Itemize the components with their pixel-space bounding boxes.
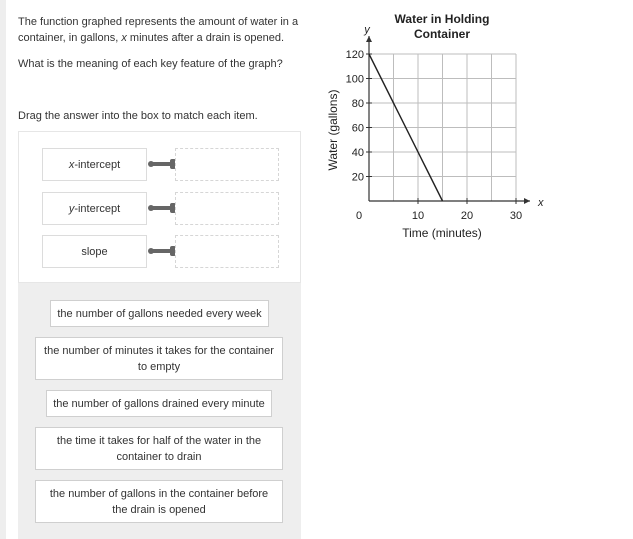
term-label: -intercept — [74, 158, 121, 171]
prompt-line-2-var: x — [121, 32, 127, 44]
connector-icon — [148, 203, 176, 213]
term-x-intercept — [42, 148, 147, 181]
term-var: x — [68, 158, 75, 171]
y-axis-var: y — [364, 24, 370, 36]
match-panel — [18, 131, 301, 283]
y-axis-arrow-icon — [366, 36, 372, 42]
connector-icon — [148, 159, 176, 169]
drop-target-slope[interactable] — [175, 235, 279, 268]
left-edge-strip — [0, 0, 6, 539]
answer-bank — [18, 283, 301, 539]
chart-title-line-2: Container — [413, 27, 471, 41]
water-graph — [320, 0, 633, 260]
answer-chip-initial-gallons[interactable]: the number of gallons in the container before the drain is opened — [35, 480, 283, 523]
x-tick-label: 10 — [411, 210, 425, 222]
x-axis-arrow-icon — [524, 198, 530, 204]
prompt-line-2-post: minutes after a drain is opened. — [126, 32, 285, 44]
term-slope — [42, 235, 147, 268]
answer-chip-gallons-per-week[interactable]: the number of gallons needed every week — [50, 300, 269, 327]
chart-ticks — [346, 49, 522, 222]
problem-statement — [18, 14, 318, 46]
x-tick-label: 30 — [509, 210, 523, 222]
prompt-line-1: The function graphed represents the amount of water in a — [18, 16, 299, 28]
y-tick-label: 20 — [351, 171, 364, 184]
prompt-line-2 — [18, 30, 318, 46]
instruction-text: Drag the answer into the box to match each item. — [18, 110, 258, 122]
chart-axes — [366, 36, 530, 204]
chart-svg — [320, 0, 633, 260]
answer-chip-minutes-to-empty[interactable]: the number of minutes it takes for the container to empty — [35, 337, 283, 380]
origin-label: 0 — [355, 210, 363, 222]
chart-title-line-1: Water in Holding — [394, 12, 490, 26]
answer-chip-half-drain-time[interactable]: the time it takes for half of the water in the container to drain — [35, 427, 283, 470]
drop-target-y-intercept[interactable] — [175, 192, 279, 225]
y-tick-label: 80 — [351, 98, 364, 110]
x-tick-label: 20 — [460, 210, 474, 222]
prompt-line-2-pre: container, in gallons, — [18, 32, 122, 44]
y-axis-label: Water (gallons) — [326, 89, 340, 171]
y-tick-label: 60 — [351, 122, 364, 135]
term-label: -intercept — [74, 202, 121, 215]
y-tick-label: 40 — [351, 147, 364, 159]
term-y-intercept — [42, 192, 147, 225]
question-text: What is the meaning of each key feature of the graph? — [18, 58, 283, 70]
term-label: slope — [81, 245, 108, 258]
answer-chip-gallons-per-minute[interactable]: the number of gallons drained every minute — [46, 390, 272, 417]
connector-icon — [148, 246, 176, 256]
drop-target-x-intercept[interactable] — [175, 148, 279, 181]
x-axis-var: x — [538, 197, 544, 209]
y-tick-label: 120 — [345, 49, 364, 61]
term-var: y — [68, 202, 75, 215]
y-tick-label: 100 — [345, 73, 364, 86]
x-axis-label: Time (minutes) — [402, 226, 482, 240]
chart-grid — [369, 54, 516, 201]
